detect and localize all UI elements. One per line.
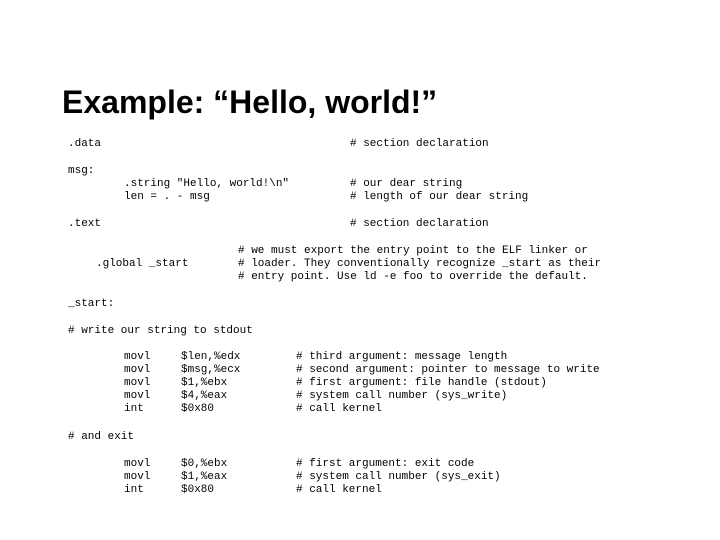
opcode: movl <box>124 458 151 470</box>
code-line-write-instruction <box>0 351 720 364</box>
code-line-write-instruction <box>0 377 720 390</box>
instruction-comment: # first argument: file handle (stdout) <box>296 377 547 389</box>
operands: $4,%eax <box>181 390 228 402</box>
text-comment: # section declaration <box>350 218 489 230</box>
operands: $len,%edx <box>181 351 241 363</box>
code-line-exit-instruction <box>0 471 720 484</box>
string-instruction: .string "Hello, world!\n" <box>124 178 290 190</box>
len-comment: # length of our dear string <box>350 191 529 203</box>
operands: $0x80 <box>181 484 215 496</box>
operands: $0,%ebx <box>181 458 228 470</box>
operands: $0x80 <box>181 403 215 415</box>
instruction-comment: # call kernel <box>296 484 382 496</box>
global-comment-2: # loader. They conventionally recognize _start as their <box>238 258 602 270</box>
msg-label: msg: <box>68 165 95 177</box>
operands: $1,%eax <box>181 471 228 483</box>
code-line-text <box>0 218 720 231</box>
opcode: movl <box>124 351 151 363</box>
string-comment: # our dear string <box>350 178 463 190</box>
opcode: int <box>124 484 144 496</box>
instruction-comment: # system call number (sys_exit) <box>296 471 501 483</box>
slide-title: Example: “Hello, world!” <box>62 84 438 120</box>
instruction-comment: # first argument: exit code <box>296 458 475 470</box>
opcode: int <box>124 403 144 415</box>
global-comment-1: # we must export the entry point to the ELF linker or <box>238 245 588 257</box>
global-instruction: .global _start <box>96 258 189 270</box>
len-instruction: len = . - msg <box>124 191 210 203</box>
code-line-write-instruction <box>0 390 720 403</box>
code-line-write-instruction <box>0 403 720 416</box>
code-line-exit-comment <box>0 431 720 444</box>
code-line-global-3 <box>0 271 720 284</box>
instruction-comment: # third argument: message length <box>296 351 508 363</box>
code-line-exit-instruction <box>0 458 720 471</box>
instruction-comment: # second argument: pointer to message to write <box>296 364 600 376</box>
instruction-comment: # call kernel <box>296 403 382 415</box>
write-comment: # write our string to stdout <box>68 325 253 337</box>
code-line-msg <box>0 165 720 178</box>
opcode: movl <box>124 390 151 402</box>
data-directive: .data <box>68 138 102 150</box>
code-line-global-1 <box>0 245 720 258</box>
code-line-write-comment <box>0 325 720 338</box>
operands: $1,%ebx <box>181 377 228 389</box>
text-directive: .text <box>68 218 102 230</box>
code-line-string <box>0 178 720 191</box>
code-line-start-label <box>0 298 720 311</box>
instruction-comment: # system call number (sys_write) <box>296 390 508 402</box>
code-line-global-2 <box>0 258 720 271</box>
code-line-exit-instruction <box>0 484 720 497</box>
data-comment: # section declaration <box>350 138 489 150</box>
global-comment-3: # entry point. Use ld -e foo to override the default. <box>238 271 588 283</box>
exit-comment: # and exit <box>68 431 135 443</box>
code-line-data <box>0 138 720 151</box>
operands: $msg,%ecx <box>181 364 241 376</box>
code-line-len <box>0 191 720 204</box>
opcode: movl <box>124 377 151 389</box>
opcode: movl <box>124 471 151 483</box>
code-line-write-instruction <box>0 364 720 377</box>
start-label: _start: <box>68 298 115 310</box>
opcode: movl <box>124 364 151 376</box>
